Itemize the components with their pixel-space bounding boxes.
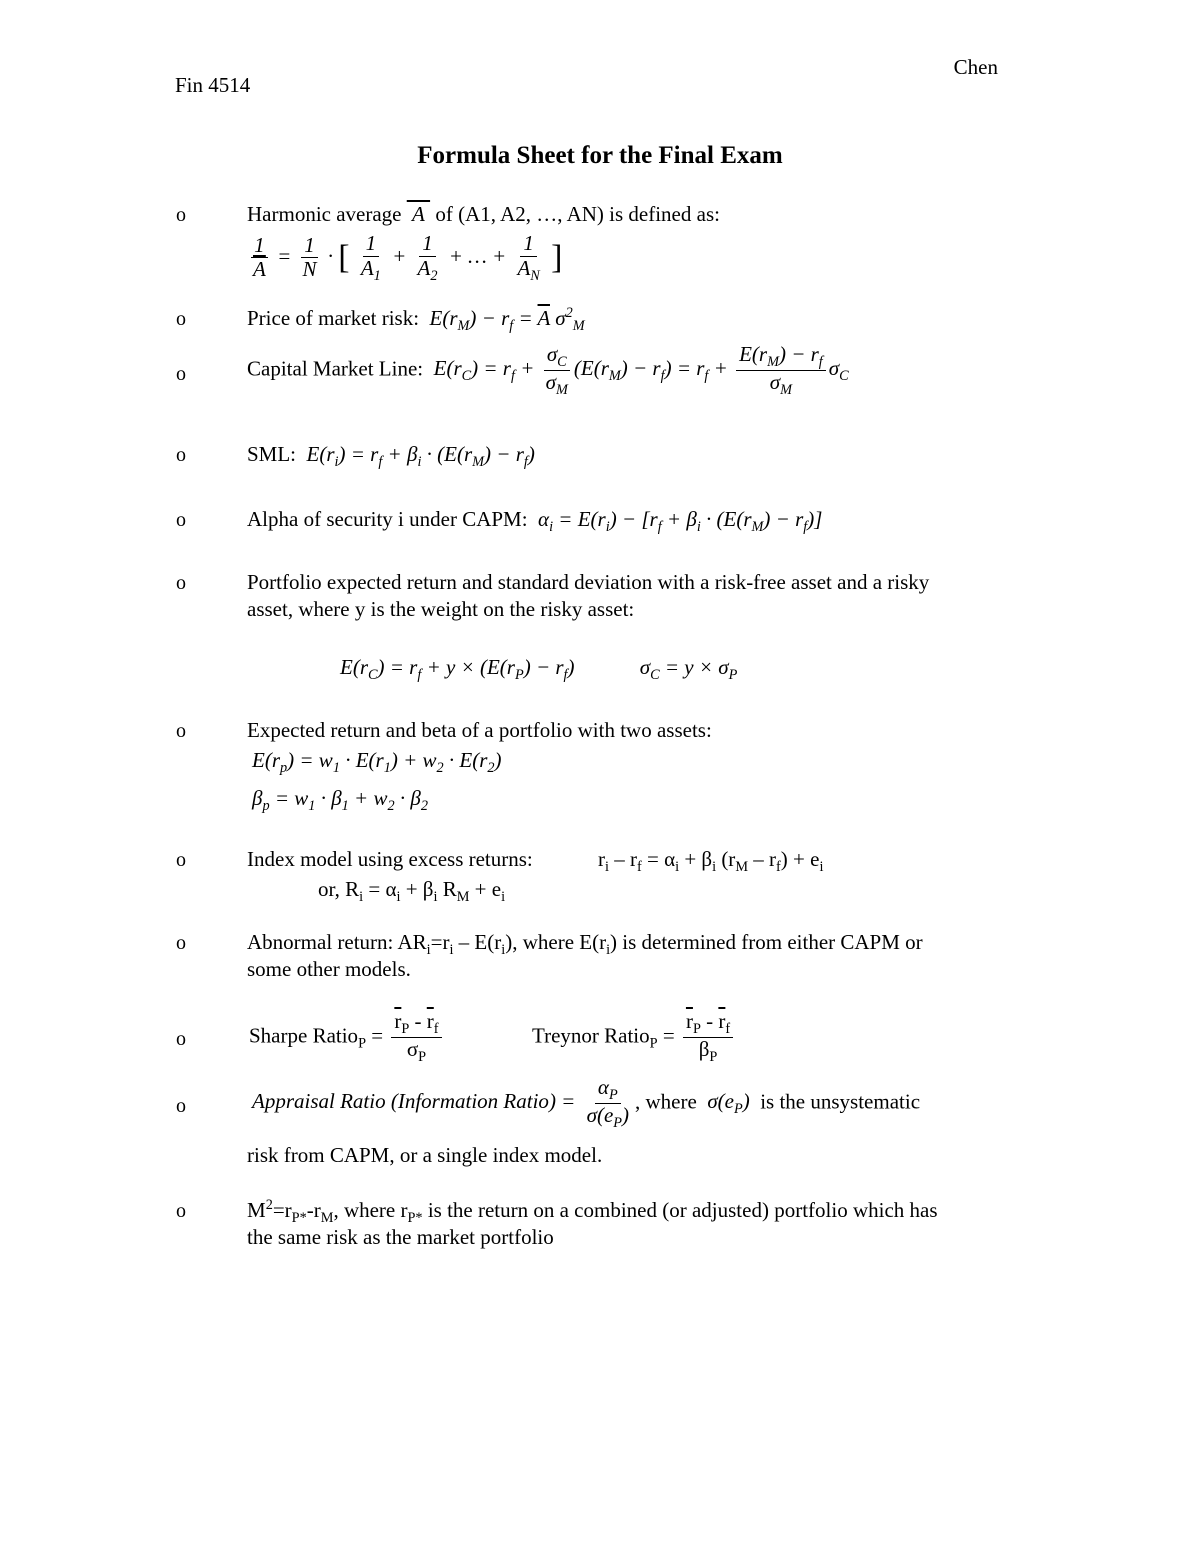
portfolio-line-1: Portfolio expected return and standard deviation with a risk-free asset and a risky xyxy=(247,570,930,594)
alpha-text: Alpha of security i under CAPM: $\alpha_i = E(r_i) - [r_f + \beta_i \cdot (E(r_M) - r_f)]$ xyxy=(247,507,823,536)
sml-text: SML: $E(r_i) = r_f + \beta_i \cdot (E(r_M) - r_f)$ xyxy=(247,442,535,471)
bullet-marker: o xyxy=(176,509,186,531)
harmonic-average-text: Harmonic average A of (A1, A2, …, AN) is defined as: xyxy=(247,202,720,226)
abnormal-return-line-1: Abnormal return: $AR_i=r_i - E(r_i)$, where $E(r_i)$ is determined from either CAPM or xyxy=(247,930,923,959)
two-assets-beta-formula: $\beta_p = w_1 \cdot \beta_1 + w_2 \cdot \beta_2$ xyxy=(252,786,428,815)
harmonic-average-formula: $\frac{1}{A}$ = $\frac{1}{N}$ · [ $\frac{1}{A_1}$ + $\frac{1}{A_2}$ + … + $\frac{1}{A_N}$ ] xyxy=(253,231,563,284)
treynor-ratio-formula: Treynor Ratio$_P$ = $\frac{\overline{r}_P - \overline{r}_f}{\beta_P}$ xyxy=(532,1010,736,1065)
bullet-marker: o xyxy=(176,363,186,385)
course-code: Fin 4514 xyxy=(175,73,251,97)
bullet-marker: o xyxy=(176,204,186,226)
index-model-formula: $r_i - r_f = \alpha_i + \beta_i$ $(r_M - r_f) + e_i$ xyxy=(598,847,824,876)
m-squared-line-1: $M^2=r_{P*}-r_M$, where $r_{P*}$ is the return on a combined (or adjusted) portfolio which has xyxy=(247,1197,938,1227)
bullet-marker: o xyxy=(176,1095,186,1117)
abnormal-return-line-2: some other models. xyxy=(247,957,411,981)
m-squared-line-2: the same risk as the market portfolio xyxy=(247,1225,554,1249)
bullet-marker: o xyxy=(176,932,186,954)
bullet-marker: o xyxy=(176,572,186,594)
index-model-alt-formula: or, $R_i = \alpha_i + \beta_i$ $R_M + e_i$ xyxy=(318,877,506,906)
appraisal-ratio-line-2: risk from CAPM, or a single index model. xyxy=(247,1143,603,1167)
sharpe-ratio-formula: Sharpe Ratio$_P$ = $\frac{\overline{r}_P - \overline{r}_f}{\sigma_P}$ xyxy=(249,1010,445,1065)
two-assets-return-formula: $E(r_p) = w_1 \cdot E(r_1) + w_2 \cdot E(r_2)$ xyxy=(252,748,502,777)
index-model-text: Index model using excess returns: xyxy=(247,847,533,871)
page-title: Formula Sheet for the Final Exam xyxy=(417,142,783,169)
bullet-marker: o xyxy=(176,849,186,871)
cml-text: Capital Market Line: $E(r_C) = r_f$ + $\frac{\sigma_C}{\sigma_M}$ $(E(r_M) - r_f) = r_f$ + $\frac{E(r_M) - r_f}{\sigma_M}$ $\sigma_C$ xyxy=(247,342,849,399)
portfolio-line-2: asset, where y is the weight on the risky asset: xyxy=(247,597,635,621)
bullet-marker: o xyxy=(176,308,186,330)
portfolio-formula: $E(r_C) = r_f + y \times (E(r_P) - r_f) \sigma_C = y \times \sigma_P$ xyxy=(340,655,738,684)
two-assets-text: Expected return and beta of a portfolio with two assets: xyxy=(247,718,712,742)
bullet-marker: o xyxy=(176,1028,186,1050)
market-risk-text: Price of market risk: $E(r_M) - r_f = \overline{A}$ $\sigma^2_M$ xyxy=(247,305,585,335)
bullet-marker: o xyxy=(176,720,186,742)
a-bar-symbol: A xyxy=(406,202,431,226)
bullet-marker: o xyxy=(176,1200,186,1222)
appraisal-ratio-formula: Appraisal Ratio (Information Ratio) = $\frac{\alpha_P}{\sigma(e_P)}$ , where $\sigma(e_P)$ is the unsystematic xyxy=(252,1075,921,1132)
bullet-marker: o xyxy=(176,444,186,466)
author-name: Chen xyxy=(953,55,998,79)
